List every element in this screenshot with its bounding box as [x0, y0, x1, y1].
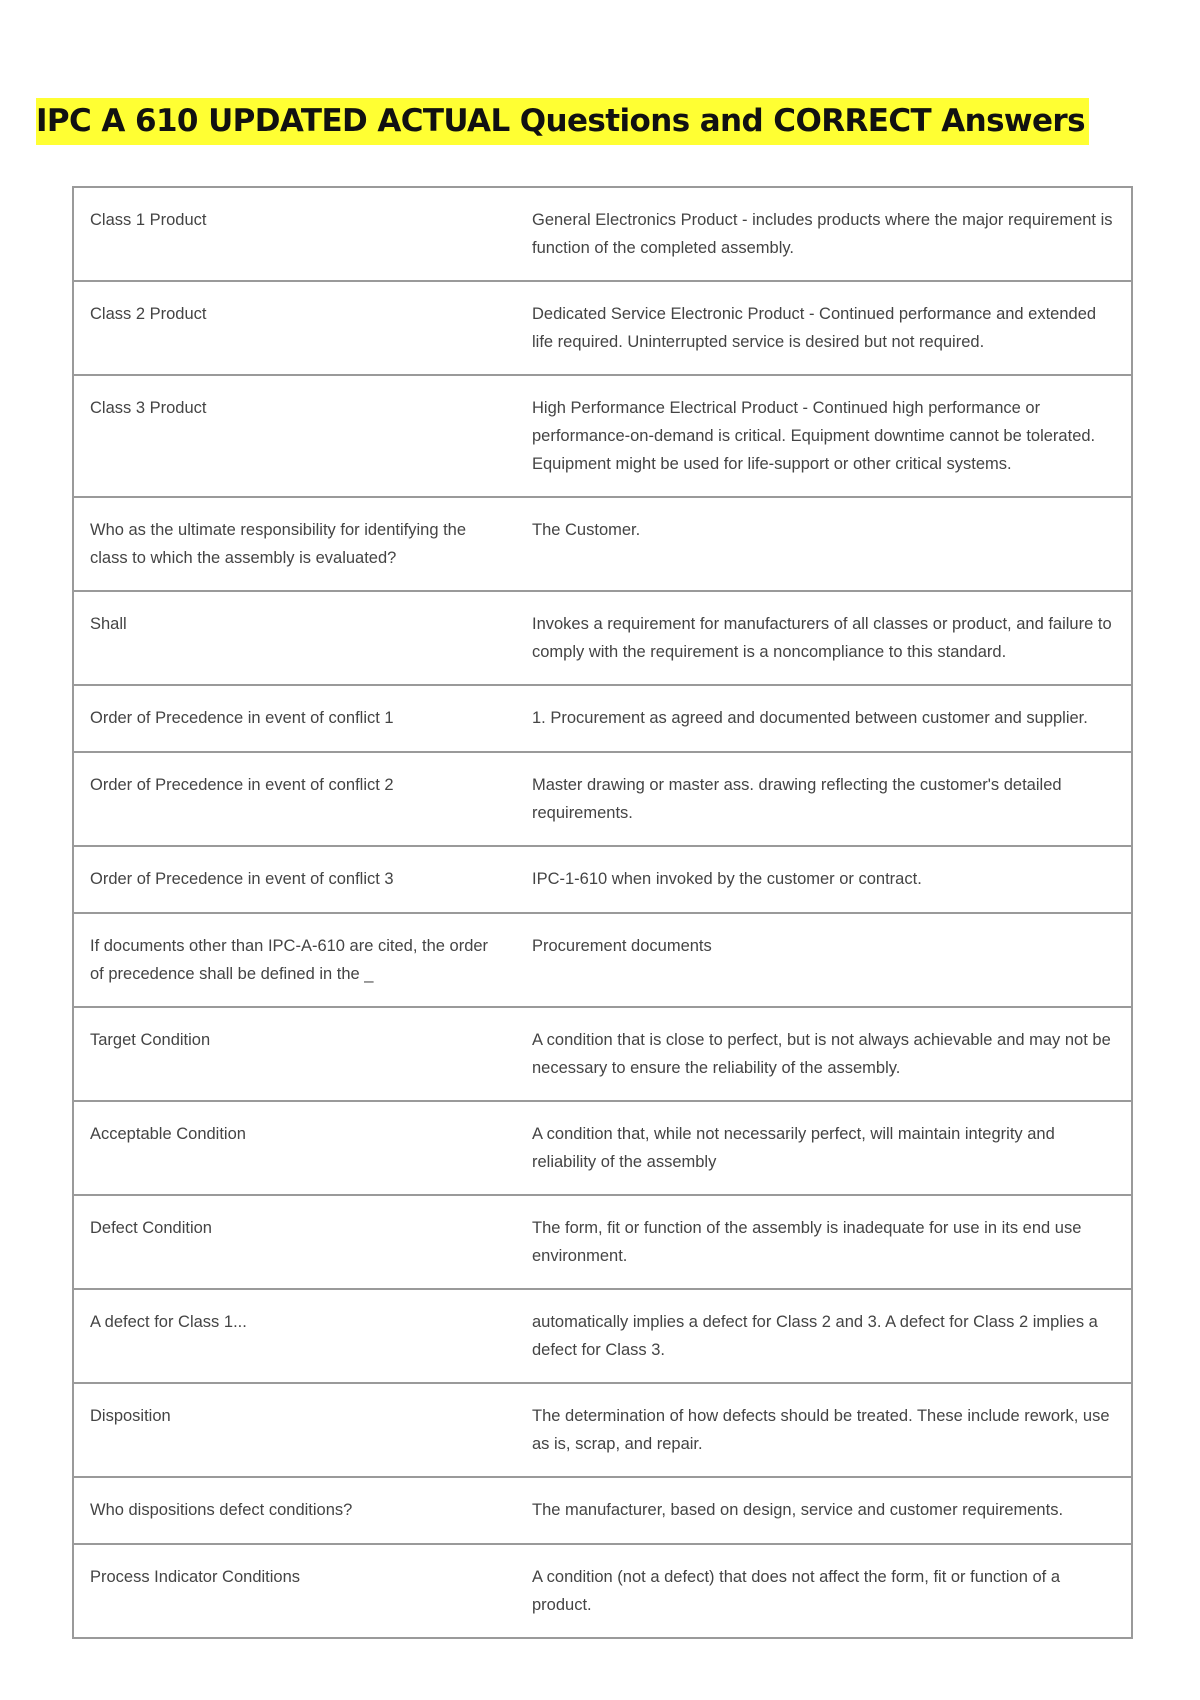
- table-row: [73, 1383, 1132, 1477]
- table-row: [73, 1195, 1132, 1289]
- definition-cell: High Performance Electrical Product - Continued high performance or performance-on-demand is critical. Equipment downtime cannot be tolerated. Equipment might be used for life-support or other critical systems.: [516, 375, 1132, 497]
- definition-cell: IPC-1-610 when invoked by the customer or contract.: [516, 846, 1132, 913]
- page-title: IPC A 610 UPDATED ACTUAL Questions and CORRECT Answers: [36, 98, 1089, 145]
- table-row: [73, 591, 1132, 685]
- definition-cell: A condition that, while not necessarily perfect, will maintain integrity and reliability of the assembly: [516, 1101, 1132, 1195]
- term-cell: Class 2 Product: [73, 281, 516, 375]
- definition-cell: Invokes a requirement for manufacturers of all classes or product, and failure to comply with the requirement is a noncompliance to this standard.: [516, 591, 1132, 685]
- table-row: [73, 1477, 1132, 1544]
- definition-cell: The form, fit or function of the assembly is inadequate for use in its end use environment.: [516, 1195, 1132, 1289]
- definition-cell: General Electronics Product - includes products where the major requirement is function of the completed assembly.: [516, 187, 1132, 281]
- definition-cell: Procurement documents: [516, 913, 1132, 1007]
- table-row: [73, 913, 1132, 1007]
- table-row: [73, 752, 1132, 846]
- term-cell: Class 1 Product: [73, 187, 516, 281]
- table-row: [73, 1544, 1132, 1638]
- term-cell: A defect for Class 1...: [73, 1289, 516, 1383]
- table-row: [73, 1289, 1132, 1383]
- term-cell: Defect Condition: [73, 1195, 516, 1289]
- definition-cell: Master drawing or master ass. drawing reflecting the customer's detailed requirements.: [516, 752, 1132, 846]
- title-wrap: [36, 98, 1089, 145]
- table-row: [73, 685, 1132, 752]
- term-cell: Class 3 Product: [73, 375, 516, 497]
- term-cell: Target Condition: [73, 1007, 516, 1101]
- term-cell: Process Indicator Conditions: [73, 1544, 516, 1638]
- table-row: [73, 497, 1132, 591]
- table-row: [73, 1007, 1132, 1101]
- definition-cell: The manufacturer, based on design, service and customer requirements.: [516, 1477, 1132, 1544]
- term-cell: Order of Precedence in event of conflict 2: [73, 752, 516, 846]
- table-row: [73, 846, 1132, 913]
- term-cell: If documents other than IPC-A-610 are cited, the order of precedence shall be defined in the _: [73, 913, 516, 1007]
- term-cell: Shall: [73, 591, 516, 685]
- term-cell: Order of Precedence in event of conflict 1: [73, 685, 516, 752]
- table-row: [73, 281, 1132, 375]
- table-row: [73, 1101, 1132, 1195]
- term-cell: Who as the ultimate responsibility for identifying the class to which the assembly is evaluated?: [73, 497, 516, 591]
- definition-cell: automatically implies a defect for Class 2 and 3. A defect for Class 2 implies a defect for Class 3.: [516, 1289, 1132, 1383]
- definition-cell: The determination of how defects should be treated. These include rework, use as is, scrap, and repair.: [516, 1383, 1132, 1477]
- definition-cell: Dedicated Service Electronic Product - Continued performance and extended life required. Uninterrupted service is desired but not required.: [516, 281, 1132, 375]
- term-cell: Order of Precedence in event of conflict 3: [73, 846, 516, 913]
- qa-table: [72, 186, 1133, 1639]
- term-cell: Disposition: [73, 1383, 516, 1477]
- table-row: [73, 375, 1132, 497]
- definition-cell: 1. Procurement as agreed and documented between customer and supplier.: [516, 685, 1132, 752]
- definition-cell: A condition (not a defect) that does not affect the form, fit or function of a product.: [516, 1544, 1132, 1638]
- table-row: [73, 187, 1132, 281]
- definition-cell: The Customer.: [516, 497, 1132, 591]
- term-cell: Acceptable Condition: [73, 1101, 516, 1195]
- term-cell: Who dispositions defect conditions?: [73, 1477, 516, 1544]
- definition-cell: A condition that is close to perfect, but is not always achievable and may not be necessary to ensure the reliability of the assembly.: [516, 1007, 1132, 1101]
